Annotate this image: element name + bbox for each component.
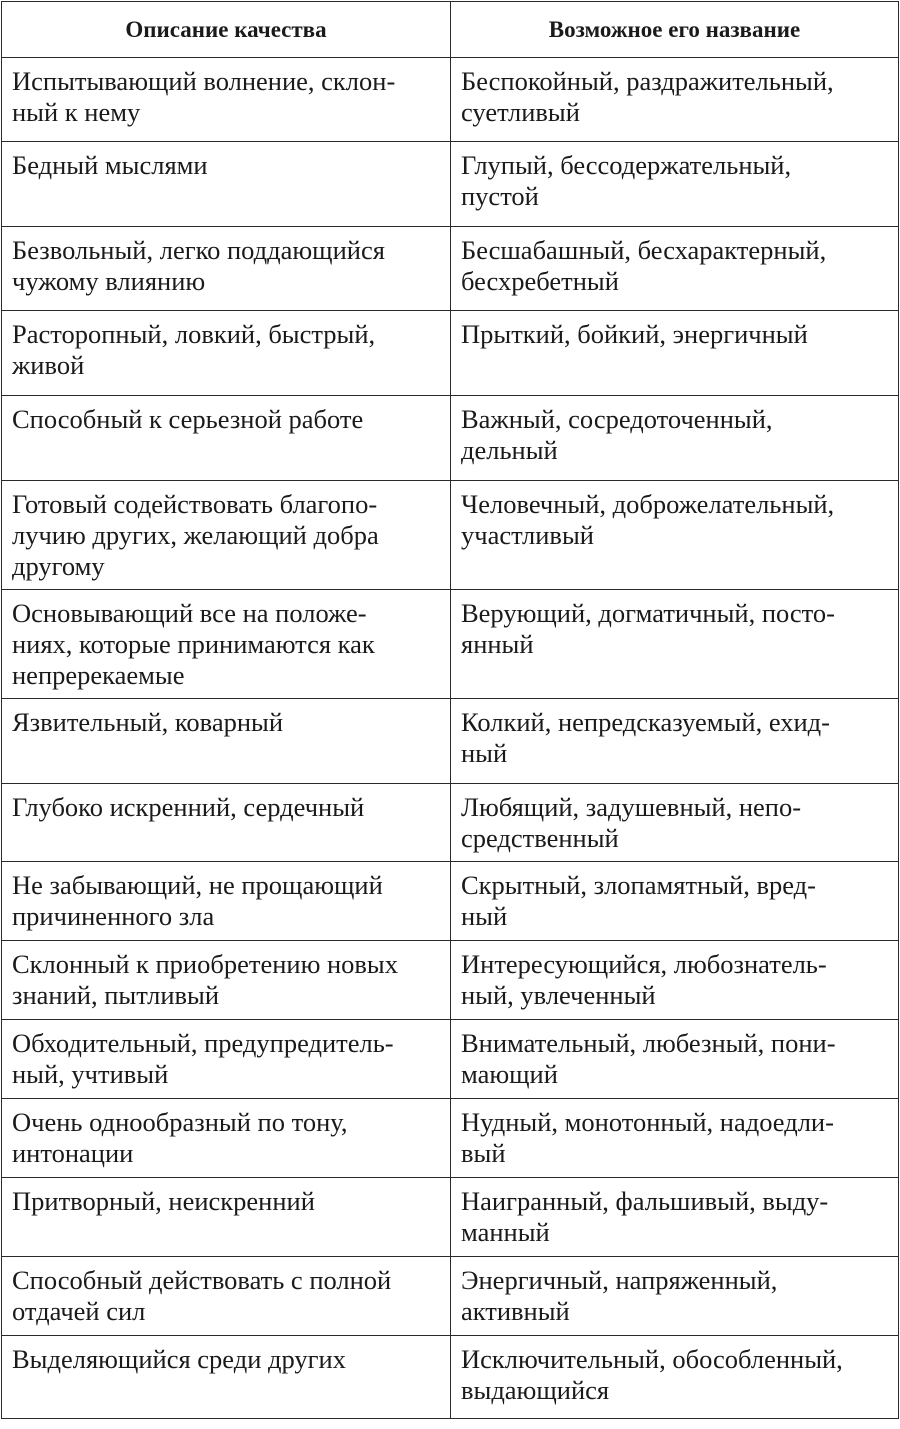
quality-description-text: Выделяющийся среди других — [12, 1344, 346, 1374]
quality-name-text: Внимательный, любезный, пони- мающий — [461, 1028, 836, 1089]
table-row — [2, 58, 899, 142]
quality-description-text: Бедный мыслями — [12, 150, 208, 180]
quality-description-text: Глубоко искренний, сердечный — [12, 792, 365, 822]
quality-name-cell — [451, 227, 899, 311]
table-row — [2, 1257, 899, 1336]
quality-name-text: Важный, сосредоточенный, дельный — [461, 404, 773, 465]
quality-name-text: Колкий, непредсказуемый, ехид- ный — [461, 707, 830, 768]
quality-description-cell — [2, 1336, 451, 1419]
quality-description-text: Испытывающий волнение, склон- ный к нему — [12, 66, 396, 127]
quality-description-text: Безвольный, легко поддающийся чужому влиянию — [12, 235, 385, 296]
quality-description-cell — [2, 784, 451, 862]
table-row — [2, 699, 899, 784]
table-row — [2, 941, 899, 1020]
quality-description-cell — [2, 227, 451, 311]
quality-description-cell — [2, 142, 451, 227]
quality-name-cell — [451, 784, 899, 862]
quality-name-text: Человечный, доброжелательный, участливый — [461, 489, 835, 550]
table-row — [2, 1336, 899, 1419]
quality-description-text: Основывающий все на положе- ниях, которые принимаются как непререкаемые — [12, 598, 375, 690]
quality-name-cell — [451, 311, 899, 396]
quality-description-text: Готовый содействовать благопо- лучию других, желающий добра другому — [12, 489, 379, 581]
quality-name-cell — [451, 481, 899, 590]
quality-name-text: Прыткий, бойкий, энергичный — [461, 319, 808, 349]
quality-name-text: Интересующийся, любознатель- ный, увлеченный — [461, 949, 827, 1010]
table-row — [2, 1020, 899, 1099]
quality-description-text: Способный к серьезной работе — [12, 404, 364, 434]
table-row — [2, 1099, 899, 1178]
quality-description-text: Язвительный, коварный — [12, 707, 284, 737]
quality-name-cell — [451, 1099, 899, 1178]
quality-name-cell — [451, 590, 899, 699]
table-row — [2, 784, 899, 862]
quality-name-cell — [451, 699, 899, 784]
quality-name-text: Любящий, задушевный, непо- средственный — [461, 792, 802, 853]
header-possible-name: Возможное его название — [451, 2, 899, 58]
quality-description-text: Не забывающий, не прощающий причиненного зла — [12, 870, 383, 931]
quality-description-cell — [2, 58, 451, 142]
quality-name-text: Скрытный, злопамятный, вред- ный — [461, 870, 816, 931]
quality-name-cell — [451, 862, 899, 941]
table-row — [2, 142, 899, 227]
quality-name-text: Глупый, бессодержательный, пустой — [461, 150, 792, 211]
header-quality-description: Описание качества — [2, 2, 451, 58]
quality-description-cell — [2, 1178, 451, 1257]
quality-name-cell — [451, 941, 899, 1020]
quality-description-cell — [2, 481, 451, 590]
quality-description-cell — [2, 699, 451, 784]
quality-description-cell — [2, 396, 451, 481]
quality-description-cell — [2, 1020, 451, 1099]
table-row — [2, 590, 899, 699]
quality-description-text: Способный действовать с полной отдачей сил — [12, 1265, 392, 1326]
quality-description-text: Очень однообразный по тону, интонации — [12, 1107, 348, 1168]
table-row — [2, 311, 899, 396]
qualities-table — [1, 1, 899, 1419]
table-row — [2, 396, 899, 481]
quality-name-text: Нудный, монотонный, надоедли- вый — [461, 1107, 834, 1168]
quality-name-text: Бесшабашный, бесхарактерный, бесхребетный — [461, 235, 827, 296]
quality-name-cell — [451, 1020, 899, 1099]
quality-name-cell — [451, 142, 899, 227]
quality-description-text: Обходительный, предупредитель- ный, учтивый — [12, 1028, 394, 1089]
quality-name-text: Энергичный, напряженный, активный — [461, 1265, 778, 1326]
quality-name-text: Верующий, догматичный, посто- янный — [461, 598, 835, 659]
quality-name-text: Исключительный, обособленный, выдающийся — [461, 1344, 843, 1405]
quality-description-cell — [2, 311, 451, 396]
table-row — [2, 862, 899, 941]
quality-description-text: Притворный, неискренний — [12, 1186, 315, 1216]
table-row — [2, 227, 899, 311]
quality-name-cell — [451, 396, 899, 481]
quality-name-cell — [451, 1336, 899, 1419]
quality-name-text: Наигранный, фальшивый, выду- манный — [461, 1186, 829, 1247]
table-body — [2, 58, 899, 1419]
quality-description-cell — [2, 1257, 451, 1336]
quality-description-text: Склонный к приобретению новых знаний, пытливый — [12, 949, 398, 1010]
quality-description-cell — [2, 862, 451, 941]
quality-name-cell — [451, 1257, 899, 1336]
table-header-row — [2, 2, 899, 58]
quality-description-cell — [2, 590, 451, 699]
quality-name-text: Беспокойный, раздражительный, суетливый — [461, 66, 834, 127]
quality-name-cell — [451, 58, 899, 142]
quality-name-cell — [451, 1178, 899, 1257]
quality-description-text: Расторопный, ловкий, быстрый, живой — [12, 319, 376, 380]
quality-description-cell — [2, 1099, 451, 1178]
table-row — [2, 481, 899, 590]
quality-description-cell — [2, 941, 451, 1020]
table-row — [2, 1178, 899, 1257]
